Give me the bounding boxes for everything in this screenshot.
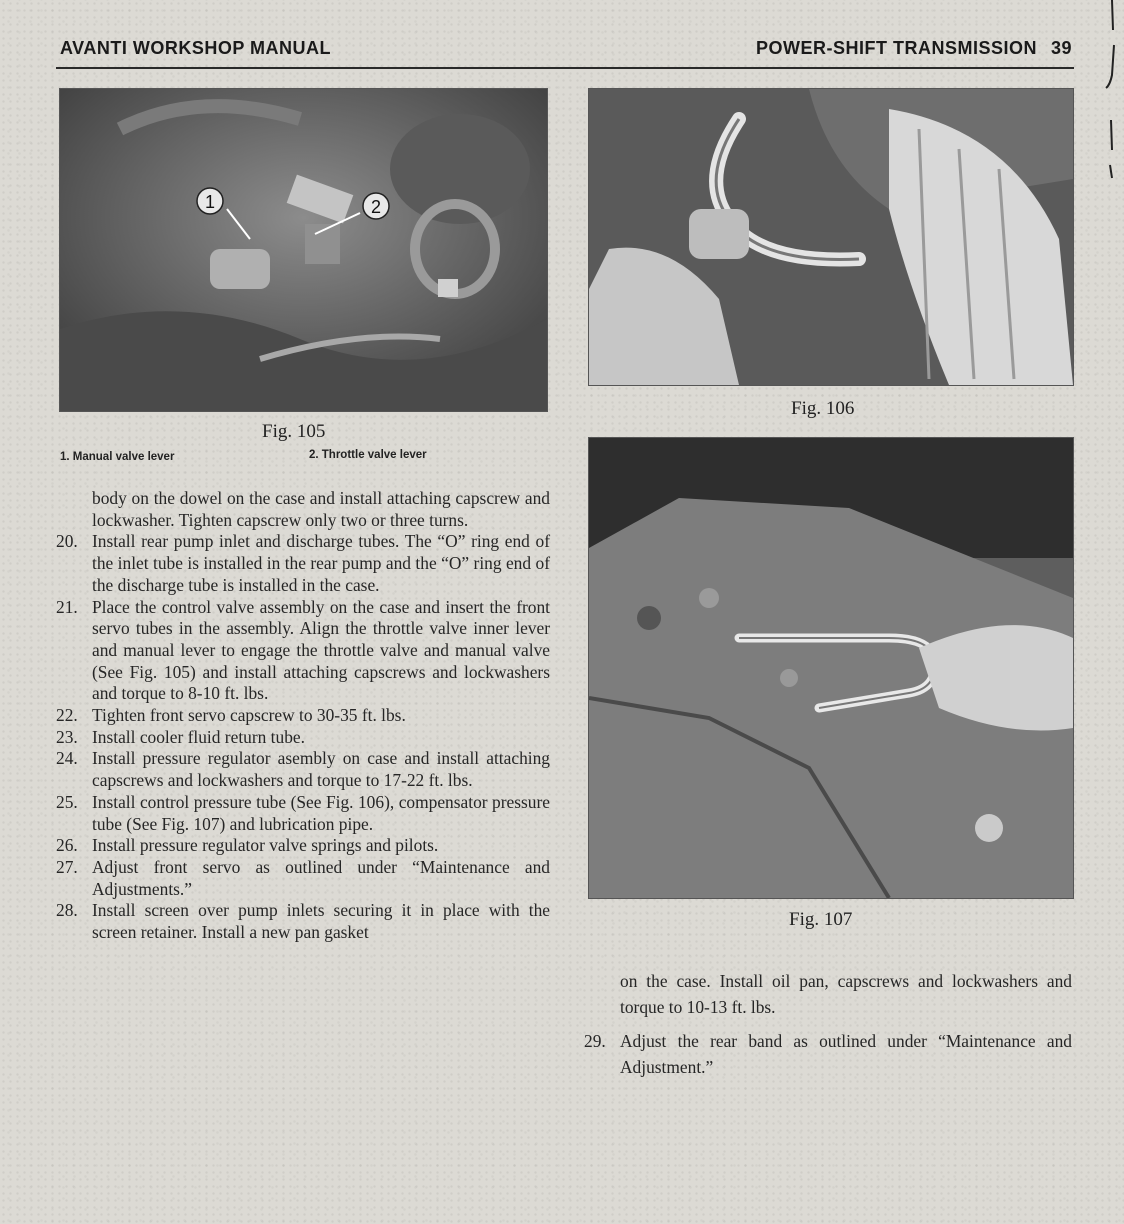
- step-text: Adjust front servo as outlined under “Maintenance and Adjustments.”: [92, 856, 550, 899]
- step-number: 21.: [56, 596, 78, 617]
- step-text: Install cooler fluid return tube.: [92, 726, 305, 747]
- step-number: 28.: [56, 900, 78, 921]
- step-21: [56, 597, 550, 706]
- step-text: Install pressure regulator asembly on case and install attaching capscrews and lockwashers and torque to 17-22 ft. lbs.: [92, 748, 550, 791]
- fig-107-caption: Fig. 107: [789, 909, 853, 930]
- callout-2: 2: [370, 197, 382, 217]
- step-20: [56, 531, 550, 596]
- step-text: Install rear pump inlet and discharge tubes. The “O” ring end of the inlet tube is installed in the rear pump and the “O” ring end of the discharge tube is installed in the case.: [92, 531, 550, 595]
- step-29: [584, 1028, 1072, 1080]
- section-name: POWER-SHIFT TRANSMISSION: [755, 38, 1037, 58]
- step-26: [56, 835, 550, 857]
- step-number: 26.: [56, 835, 78, 856]
- step-text: Tighten front servo capscrew to 30-35 ft. lbs.: [92, 705, 406, 726]
- step-number: 24.: [56, 748, 78, 769]
- fig-106-photo: [588, 88, 1074, 386]
- step-text: Install pressure regulator valve springs and pilots.: [92, 835, 439, 856]
- step-number: 20.: [56, 531, 78, 552]
- fig-105-photo: [59, 88, 548, 412]
- step-number: 27.: [56, 856, 78, 877]
- step-text: Adjust the rear band as outlined under “Maintenance and Adjustment.”: [620, 1031, 1072, 1077]
- step-25: [56, 792, 550, 835]
- step-number: 22.: [56, 705, 78, 726]
- fig-105-legend-1: 1. Manual valve lever: [60, 451, 175, 463]
- step-text: Install screen over pump inlets securing it in place with the screen retainer. Install a new pan gasket: [92, 900, 550, 943]
- step-28: [56, 900, 550, 943]
- step-text: Place the control valve assembly on the case and insert the front servo tubes in the assembly. Align the throttle valve inner lever and manual lever to engage the throttle valve and manual valve (See Fig. 105) and install attaching capscrews and lockwashers and torque to 8-10 ft. lbs.: [92, 596, 550, 704]
- left-column: [56, 488, 550, 944]
- step-23: [56, 727, 550, 749]
- fig-105-caption: Fig. 105: [262, 421, 326, 442]
- right-column: [584, 968, 1072, 1080]
- fig-105-legend-2: 2. Throttle valve lever: [309, 449, 427, 461]
- callout-1: 1: [204, 192, 216, 212]
- step-number: 29.: [584, 1031, 606, 1051]
- step-text: Install control pressure tube (See Fig. 106), compensator pressure tube (See Fig. 107) and lubrication pipe.: [92, 791, 550, 834]
- section-title: [756, 38, 1072, 59]
- step-22: [56, 705, 550, 727]
- fig-106-caption: Fig. 106: [791, 398, 855, 419]
- step-number: 25.: [56, 791, 78, 812]
- continued-paragraph: body on the dowel on the case and install attaching capscrew and lockwasher. Tighten capscrew only two or three turns.: [92, 488, 550, 530]
- manual-title: AVANTI WORKSHOP MANUAL: [60, 38, 331, 58]
- header-rule: [56, 67, 1074, 69]
- scan-edge-marks: [1102, 0, 1120, 200]
- step-27: [56, 857, 550, 900]
- fig-107-photo: [588, 437, 1074, 899]
- continued-paragraph: on the case. Install oil pan, capscrews and lockwashers and torque to 10-13 ft. lbs.: [620, 971, 1072, 1017]
- page-number: 39: [1050, 38, 1072, 58]
- step-24: [56, 748, 550, 791]
- step-number: 23.: [56, 726, 78, 747]
